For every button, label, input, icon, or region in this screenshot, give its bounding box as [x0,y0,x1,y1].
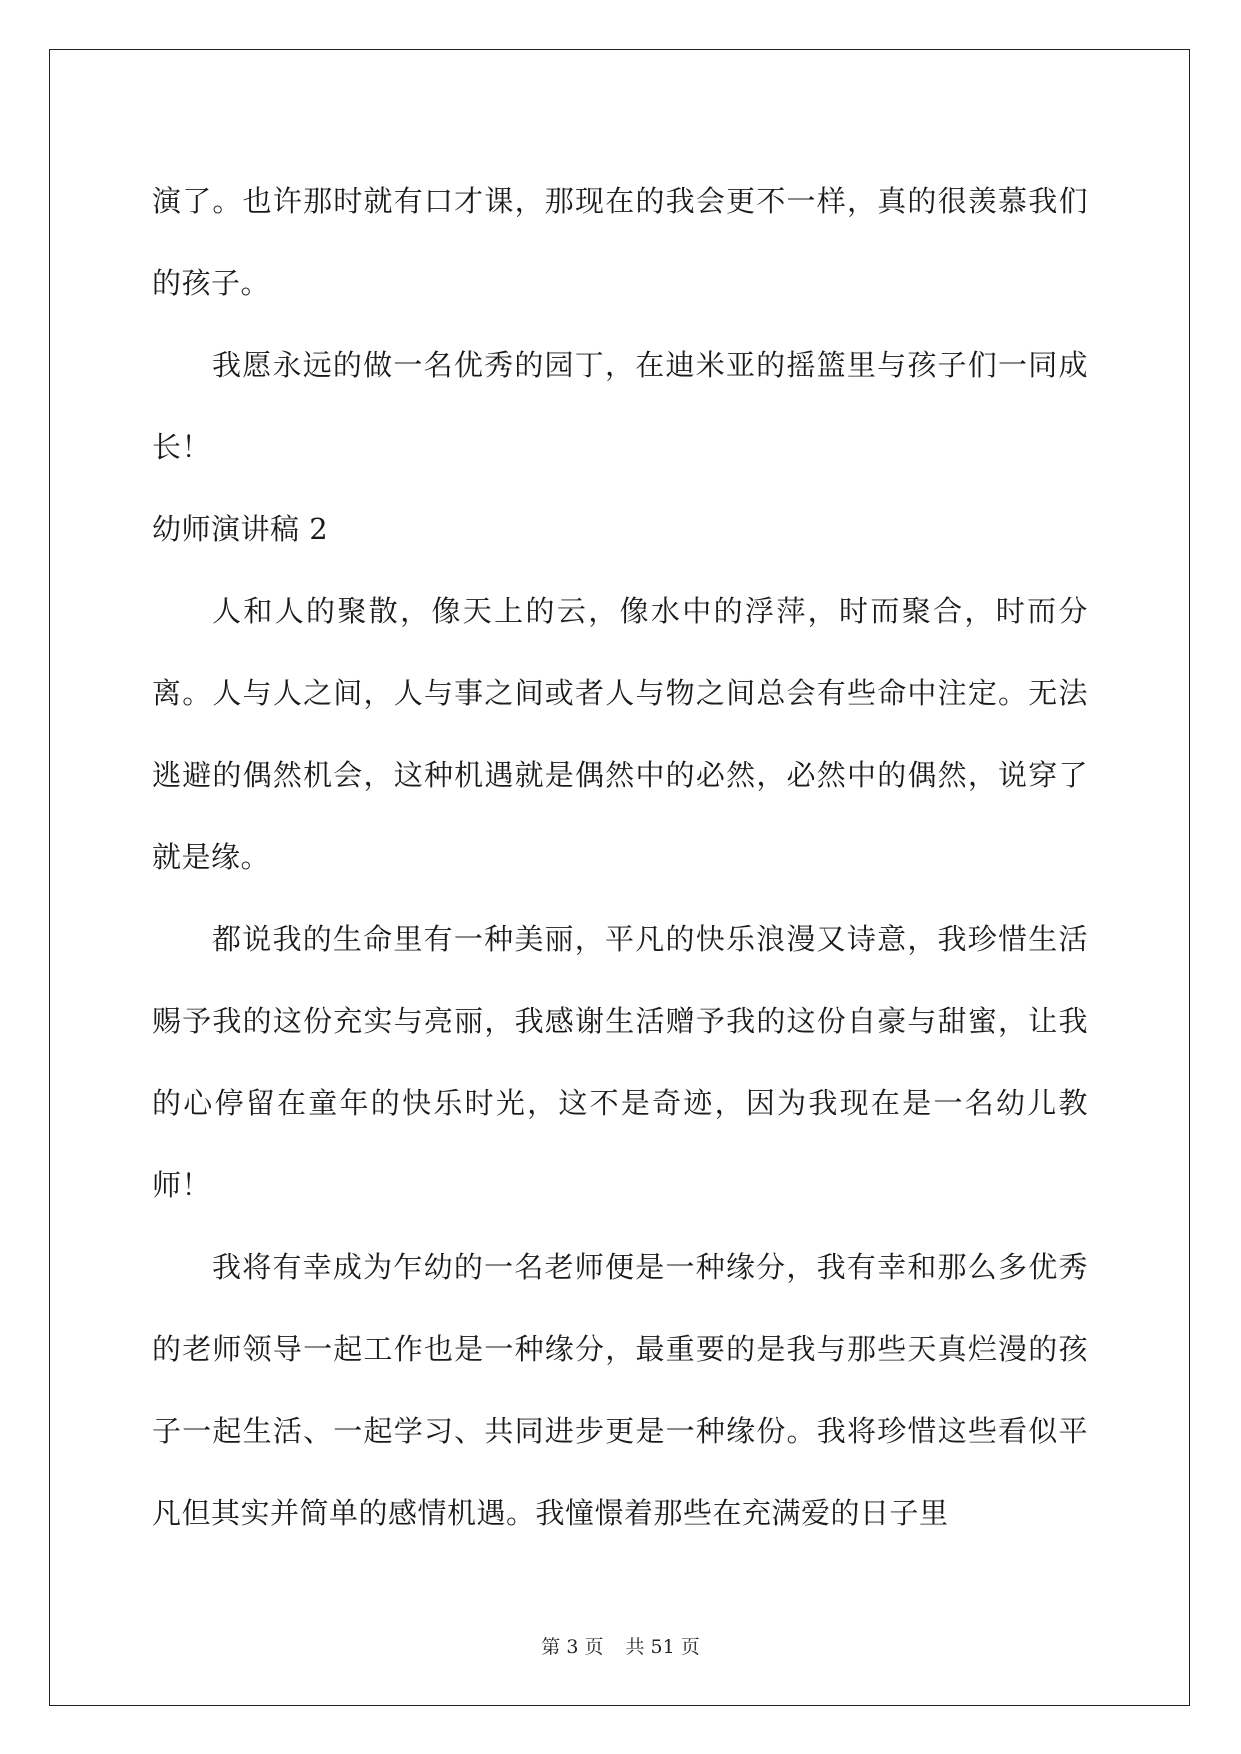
document-body [152,160,1088,1554]
page-total: 共 51 页 [625,1636,700,1658]
paragraph-teacher: 我将有幸成为乍幼的一名老师便是一种缘分，我有幸和那么多优秀的老师领导一起工作也是一种缘分，最重要的是我与那些天真烂漫的孩子一起生活、一起学习、共同进步更是一种缘份。我将珍惜这些看似平凡但其实并简单的感情机遇。我憧憬着那些在充满爱的日子里 [152,1250,1088,1530]
paragraph-continuation: 演了。也许那时就有口才课，那现在的我会更不一样，真的很羡慕我们的孩子。 [152,184,1088,300]
page-footer [0,1632,1241,1659]
paragraph-fate: 人和人的聚散，像天上的云，像水中的浮萍，时而聚合，时而分离。人与人之间，人与事之间或者人与物之间总会有些命中注定。无法逃避的偶然机会，这种机遇就是偶然中的必然，必然中的偶然，说穿了就是缘。 [152,594,1088,874]
section-heading: 幼师演讲稿 2 [152,512,329,546]
paragraph-beauty: 都说我的生命里有一种美丽，平凡的快乐浪漫又诗意，我珍惜生活赐予我的这份充实与亮丽，我感谢生活赠予我的这份自豪与甜蜜，让我的心停留在童年的快乐时光，这不是奇迹，因为我现在是一名幼儿教师！ [152,922,1088,1202]
page-number: 第 3 页 [541,1636,604,1658]
paragraph-gardener: 我愿永远的做一名优秀的园丁，在迪米亚的摇篮里与孩子们一同成长！ [152,348,1088,464]
